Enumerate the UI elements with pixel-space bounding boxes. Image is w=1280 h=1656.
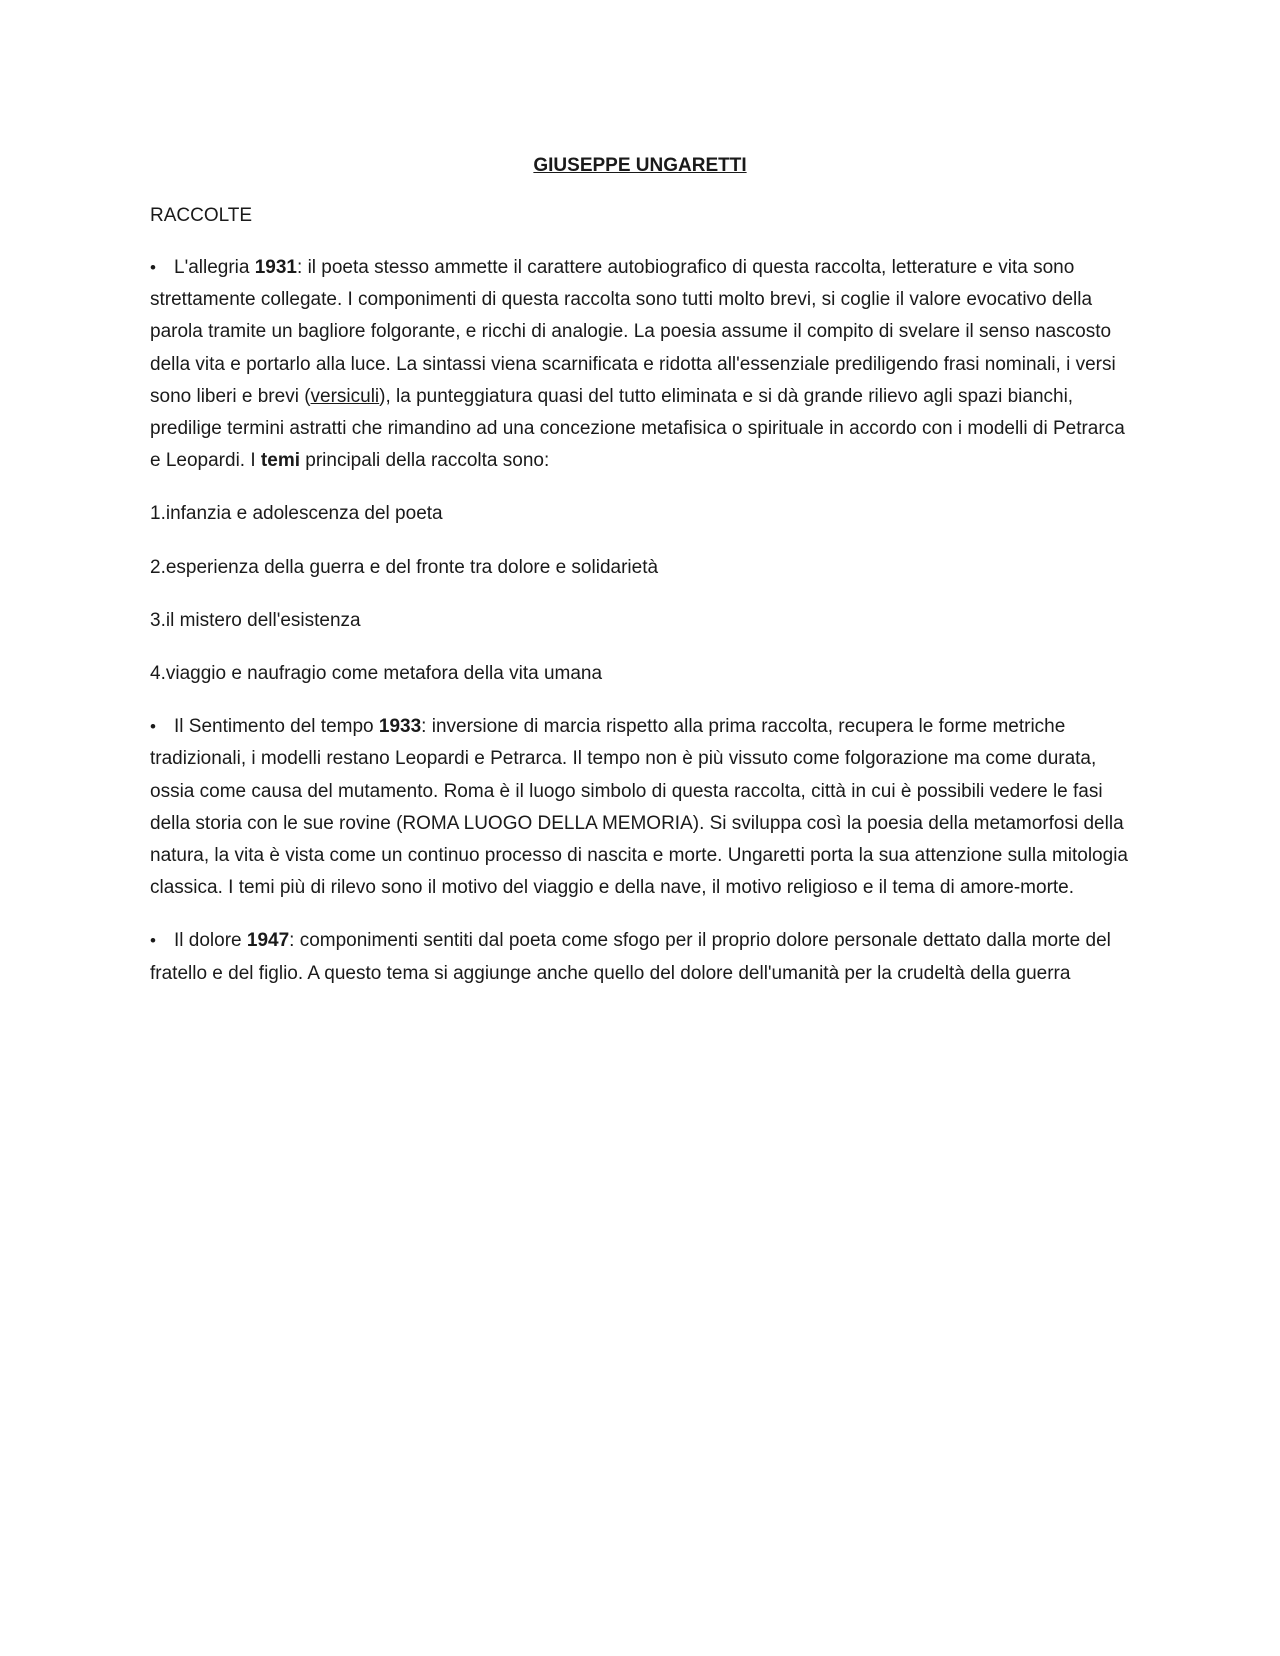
- paragraph-text: : inversione di marcia rispetto alla prima raccolta, recupera le forme metriche tradizionali, i modelli restano Leopardi e Petrarca. Il tempo non è più vissuto come folgorazione ma come durata, ossia come causa del mutamento. Roma è il luogo simbolo di questa raccolta, città in cui è possibili vedere le fasi della storia con le sue rovine (ROMA LUOGO DELLA MEMORIA). Si sviluppa così la poesia della metamorfosi della natura, la vita è vista come un continuo processo di nascita e morte. Ungaretti porta la sua attenzione sulla mitologia classica. I temi più di rilevo sono il motivo del viaggio e della nave, il motivo religioso e il tema di amore-morte.: [150, 716, 1128, 899]
- bullet-icon: •: [150, 931, 156, 951]
- theme-item: 4.viaggio e naufragio come metafora della vita umana: [150, 663, 603, 685]
- paragraph-text: : il poeta stesso ammette il carattere autobiografico di questa raccolta, letterature e vita sono strettamente collegate. I componimenti di questa raccolta sono tutti molto brevi, si coglie il valore evocativo della parola tramite un bagliore folgorante, e ricchi di analogie. La poesia assume il compito di svelare il senso nascosto della vita e portarlo alla luce. La sintassi viena scarnificata e ridotta all'essenziale prediligendo frasi nominali, i versi sono liberi e brevi (: [150, 257, 1116, 407]
- collection-name: L'allegria: [174, 257, 255, 278]
- paragraph-text: : componimenti sentiti dal poeta come sfogo per il proprio dolore personale dettato dalla morte del fratello e del figlio. A questo tema si aggiunge anche quello del dolore dell'umanità per la crudeltà della guerra: [150, 930, 1111, 984]
- collection-year: 1947: [246, 930, 290, 952]
- theme-item: 2.esperienza della guerra e del fronte tra dolore e solidarietà: [150, 556, 659, 578]
- paragraph-sentimento: [150, 711, 1130, 904]
- paragraph-dolore: [150, 925, 1130, 989]
- bullet-icon: •: [150, 258, 156, 277]
- section-label: RACCOLTE: [150, 205, 253, 226]
- collection-year: 1931: [254, 257, 298, 278]
- collection-name: Il dolore: [174, 930, 247, 952]
- document-page: [150, 150, 1130, 1011]
- theme-item: 3.il mistero dell'esistenza: [150, 609, 361, 631]
- collection-year: 1933: [378, 716, 422, 738]
- paragraph-allegria: [150, 252, 1130, 477]
- page-title: GIUSEPPE UNGARETTI: [533, 155, 747, 176]
- bullet-icon: •: [150, 717, 156, 737]
- paragraph-text: ), la punteggiatura quasi del tutto eliminata e si dà grande rilievo agli spazi bianchi, predilige termini astratti che rimandino ad una concezione metafisica o spirituale in accordo con i modelli di Petrarca e Leopardi. I: [150, 385, 1125, 472]
- paragraph-text: principali della raccolta sono:: [300, 450, 550, 472]
- collection-name: Il Sentimento del tempo: [174, 716, 379, 738]
- bold-term: temi: [260, 450, 300, 472]
- underlined-term: versiculi: [310, 385, 380, 407]
- theme-item: 1.infanzia e adolescenza del poeta: [150, 503, 443, 525]
